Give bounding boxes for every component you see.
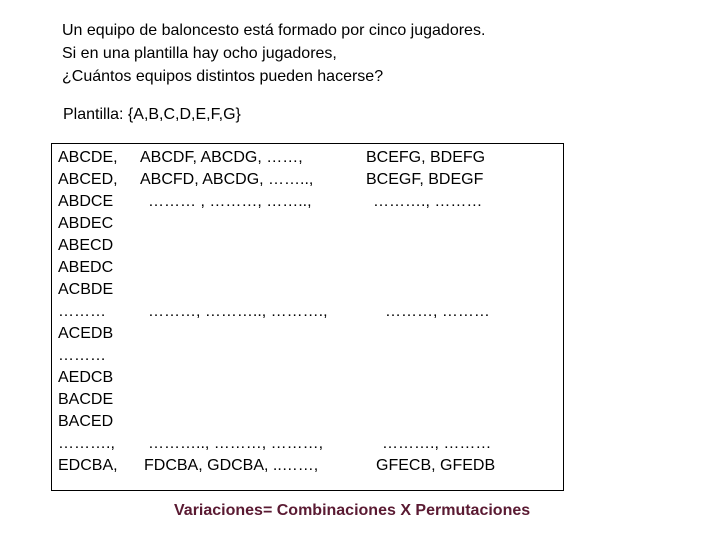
col1-item: AEDCB [58,369,114,386]
plantilla-label: Plantilla: {A,B,C,D,E,F,G} [63,106,241,123]
col2-item: FDCBA, GDCBA, ..……, [144,457,319,474]
question-line-3: ¿Cuántos equipos distintos pueden hacerse? [62,68,384,85]
col1-item: ACEDB [58,325,114,342]
question-line-1: Un equipo de baloncesto está formado por cinco jugadores. [62,22,486,39]
question-line-2: Si en una plantilla hay ocho jugadores, [62,45,337,62]
col1-item: ……… [58,347,106,364]
col3-item: BCEGF, BDEGF [366,171,484,188]
col2-item: ……… , ………, …….., [148,193,312,210]
col1-item: BACDE [58,391,114,408]
col1-item: ABDEC [58,215,114,232]
col1-item: EDCBA, [58,457,118,474]
col3-item: ………, ……… [385,303,490,320]
col2-item: ………, ……….., ………., [148,303,328,320]
col2-item: ABCFD, ABCDG, …….., [140,171,314,188]
question-text [62,19,485,88]
col1-item: ………., [58,435,115,452]
col1-item: ABCED, [58,171,118,188]
col3-item: ………., ……… [382,435,492,452]
col1-item: BACED [58,413,114,430]
col3-item: BCEFG, BDEFG [366,149,486,166]
col2-item: ……….., ………, ………, [148,435,324,452]
col1-item: ACBDE [58,281,114,298]
col3-item: ………., ……… [373,193,483,210]
col1-item: ABDCE [58,193,114,210]
col1-item: ABEDC [58,259,114,276]
col2-item: ABCDF, ABCDG, ……, [140,149,303,166]
col1-item: ABECD [58,237,114,254]
col1-item: ABCDE, [58,149,118,166]
col1-item: ……… [58,303,106,320]
col3-item: GFECB, GFEDB [376,457,496,474]
formula-footer: Variaciones= Combinaciones X Permutaciones [174,502,531,519]
